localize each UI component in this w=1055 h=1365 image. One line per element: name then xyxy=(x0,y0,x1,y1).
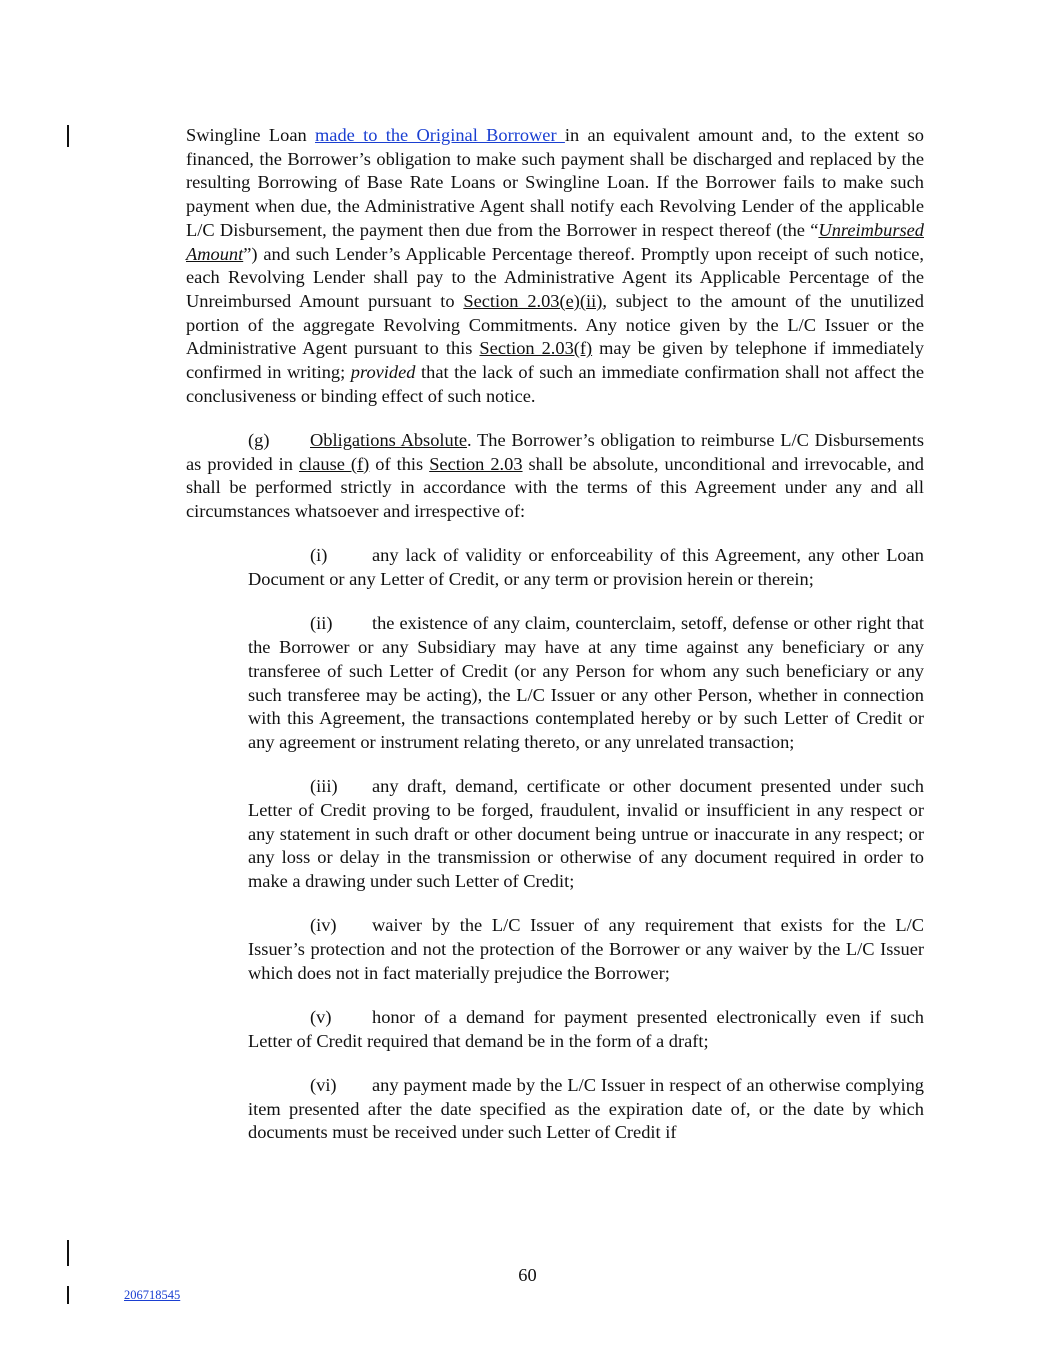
subclause-text: the existence of any claim, counterclaim, setoff, defense or other right that the Borrower or any Subsidiary may have at any time against any beneficiary or any transferee of such Letter of Credit (or any Person for whom any such beneficiary or any such transferee may be acting), the L/C Issuer or any other Person, whether in connection with this Agreement, the transactions contemplated hereby or by such Letter of Credit or any agreement or instrument relating thereto, or any unrelated transaction; xyxy=(248,613,924,752)
opening-paragraph xyxy=(186,124,924,408)
subclause-label: (iii) xyxy=(310,776,338,797)
document-body xyxy=(186,124,924,1166)
clause-reference: clause (f) xyxy=(298,453,370,474)
text-run: . The Borrower’s obligation to reimburse L/C Disbursements as provided in xyxy=(186,430,924,474)
subclause-label: (ii) xyxy=(310,613,333,634)
subclause-vi xyxy=(248,1074,924,1145)
change-bar-top xyxy=(67,125,69,147)
text-run: of this xyxy=(369,453,430,474)
subclause-text: any payment made by the L/C Issuer in respect of an otherwise complying item presented after the date specified as the expiration date of, or the date by which documents must be received under such Letter of Credit if xyxy=(248,1075,924,1143)
text-run: that the lack of such an immediate confirmation shall not affect the conclusiveness or binding effect of such notice. xyxy=(186,362,925,406)
clause-label: (g) xyxy=(248,430,270,451)
subclause-v xyxy=(248,1006,924,1053)
document-id-link[interactable]: 206718545 xyxy=(124,1288,181,1302)
text-run: shall be absolute, unconditional and irrevocable, and shall be performed strictly in accordance with the terms of this Agreement under any and all circumstances whatsoever and irrespective of: xyxy=(186,453,925,522)
page-number: 60 xyxy=(518,1265,537,1285)
text-run: , subject to the amount of the unutilized portion of the aggregate Revolving Commitments. Any notice given by the L/C Issuer or the Administrative Agent pursuant to this xyxy=(186,290,924,359)
subclause-label: (vi) xyxy=(310,1075,337,1096)
subclause-ii xyxy=(248,612,924,754)
defined-term: Unreimbursed Amount xyxy=(186,219,924,264)
subclause-i xyxy=(248,544,924,591)
provided-term: provided xyxy=(350,362,416,383)
text-run: ”) and such Lender’s Applicable Percentage thereof. Promptly upon receipt of such notice, each Revolving Lender shall pay to the Administrative Agent its Applicable Percentage of the Unreimbursed Amount pursuant to xyxy=(186,243,924,311)
text-run: Swingline Loan xyxy=(186,125,315,145)
section-reference: Section 2.03 xyxy=(429,453,523,474)
section-heading: Obligations Absolute xyxy=(310,430,467,451)
subclause-text: honor of a demand for payment presented electronically even if such Letter of Credit required that demand be in the form of a draft; xyxy=(248,1007,924,1051)
subclause-iii xyxy=(248,775,924,894)
subclause-text: waiver by the L/C Issuer of any requirement that exists for the L/C Issuer’s protection and not the protection of the Borrower or any waiver by the L/C Issuer which does not in fact materially prejudice the Borrower; xyxy=(248,915,924,983)
change-bar-bottom xyxy=(67,1240,69,1266)
section-reference: Section 2.03(f) xyxy=(479,338,593,359)
subclause-text: any draft, demand, certificate or other document presented under such Letter of Credit proving to be forged, fraudulent, invalid or insufficient in any respect or any statement in such draft or other document being untrue or inaccurate in any respect; or any loss or delay in the transmission or otherwise of any document required in order to make a drawing under such Letter of Credit; xyxy=(248,776,924,892)
subclause-label: (v) xyxy=(310,1007,332,1028)
section-g-paragraph xyxy=(186,429,924,524)
text-run: in an equivalent amount and, to the extent so financed, the Borrower’s obligation to make such payment shall be discharged and replaced by the resulting Borrowing of Base Rate Loans or Swingline Loan. If the Borrower fails to make such payment when due, the Administrative Agent shall notify each Revolving Lender of the applicable L/C Disbursement, the payment then due from the Borrower in respect thereof (the “ xyxy=(186,125,924,240)
inserted-text-link[interactable]: made to the Original Borrower xyxy=(315,125,565,145)
subclause-text: any lack of validity or enforceability of this Agreement, any other Loan Document or any Letter of Credit, or any term or provision herein or therein; xyxy=(248,545,924,590)
subclause-label: (iv) xyxy=(310,915,337,936)
section-reference: Section 2.03(e)(ii) xyxy=(463,290,603,311)
subclause-label: (i) xyxy=(310,545,328,566)
change-bar-footer xyxy=(67,1286,69,1304)
subclause-iv xyxy=(248,914,924,985)
text-run: may be given by telephone if immediately confirmed in writing; xyxy=(186,338,924,383)
